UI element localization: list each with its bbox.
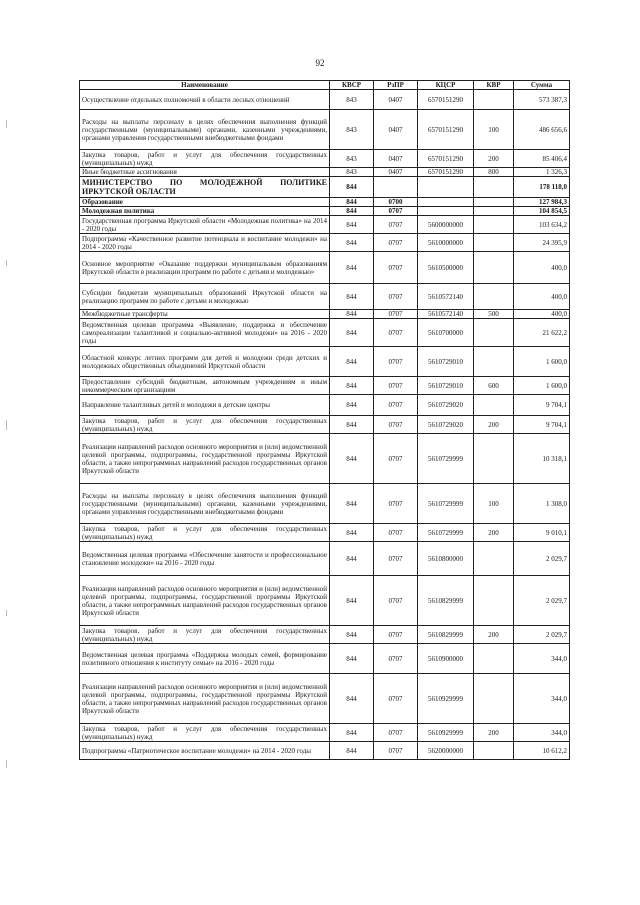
cell-kvr: [474, 284, 514, 310]
cell-rzpr: [374, 177, 418, 198]
cell-kcsr: 5610729010: [418, 377, 474, 395]
table-row: [80, 252, 570, 284]
cell-name: Закупка товаров, работ и услуг для обеспечения государственных (муниципальных) нужд: [80, 416, 330, 434]
cell-name: Межбюджетные трансферты: [80, 310, 330, 319]
cell-sum: 1 326,3: [514, 168, 570, 177]
table-row: [80, 434, 570, 484]
cell-sum: 400,0: [514, 284, 570, 310]
cell-sum: 10 612,2: [514, 742, 570, 760]
cell-kcsr: [418, 207, 474, 216]
cell-kvr: [474, 207, 514, 216]
cell-name: Ведомственная целевая программа «Выявление, поддержка и обеспечение самореализации талантливой и социально-активной молодежи» на 2016 - 2020 годы: [80, 319, 330, 347]
cell-kvr: 100: [474, 484, 514, 524]
table-row: [80, 724, 570, 742]
table-row: [80, 524, 570, 542]
cell-name: Подпрограмма «Качественное развитие потенциала и воспитание молодежи» на 2014 - 2020 годы: [80, 234, 330, 252]
cell-kvsr: 844: [330, 207, 374, 216]
table-row: [80, 234, 570, 252]
table-row: [80, 742, 570, 760]
cell-kvr: [474, 576, 514, 626]
cell-kvr: [474, 542, 514, 576]
cell-rzpr: 0707: [374, 377, 418, 395]
cell-sum: 1 600,0: [514, 377, 570, 395]
cell-sum: 486 656,6: [514, 110, 570, 150]
cell-rzpr: 0407: [374, 168, 418, 177]
cell-kcsr: [418, 177, 474, 198]
table-row: [80, 416, 570, 434]
cell-name: Образование: [80, 198, 330, 207]
cell-rzpr: 0707: [374, 284, 418, 310]
table-row: [80, 168, 570, 177]
cell-sum: 21 622,2: [514, 319, 570, 347]
cell-kcsr: [418, 198, 474, 207]
cell-kvsr: 844: [330, 674, 374, 724]
table-row: [80, 319, 570, 347]
cell-kvsr: 844: [330, 284, 374, 310]
cell-kvr: [474, 234, 514, 252]
cell-kvsr: 844: [330, 198, 374, 207]
cell-sum: 9 010,1: [514, 524, 570, 542]
cell-kvsr: 844: [330, 626, 374, 644]
cell-rzpr: 0707: [374, 484, 418, 524]
cell-name: Реализация направлений расходов основного мероприятия и (или) ведомственной целевой программы, подпрограммы, государственной программы Иркутской области, а также непрограммных направлений расходов государственных органов Иркутской области: [80, 674, 330, 724]
cell-name: Предоставление субсидий бюджетным, автономным учреждениям и иным некоммерческим организациям: [80, 377, 330, 395]
cell-kvsr: 844: [330, 252, 374, 284]
cell-name: Закупка товаров, работ и услуг для обеспечения государственных (муниципальных) нужд: [80, 150, 330, 168]
header-kvr: КВР: [474, 81, 514, 90]
header-rzpr: РзПР: [374, 81, 418, 90]
cell-rzpr: 0707: [374, 742, 418, 760]
cell-kvr: [474, 434, 514, 484]
cell-name: Основное мероприятие «Оказание поддержки муниципальным образованиям Иркутской области в реализации программ по работе с детьми и молодежью»: [80, 252, 330, 284]
table-row: [80, 284, 570, 310]
cell-kvsr: 843: [330, 150, 374, 168]
cell-rzpr: 0407: [374, 150, 418, 168]
budget-table: [79, 80, 570, 760]
cell-sum: 103 634,2: [514, 216, 570, 234]
cell-kvr: [474, 395, 514, 416]
cell-kvsr: 844: [330, 377, 374, 395]
cell-sum: 573 387,3: [514, 90, 570, 110]
cell-kcsr: 5610572140: [418, 310, 474, 319]
cell-name: Областной конкурс летних программ для детей и молодежи среди детских и молодежных общественных объединений Иркутской области: [80, 347, 330, 377]
cell-sum: 344,0: [514, 644, 570, 674]
cell-kvsr: 843: [330, 110, 374, 150]
cell-kvr: [474, 644, 514, 674]
cell-kcsr: 6570151290: [418, 150, 474, 168]
cell-kcsr: 5610929999: [418, 674, 474, 724]
cell-kcsr: 5610000000: [418, 234, 474, 252]
cell-kcsr: 5610729999: [418, 434, 474, 484]
cell-kvr: [474, 674, 514, 724]
cell-rzpr: 0707: [374, 416, 418, 434]
cell-sum: 344,0: [514, 724, 570, 742]
cell-rzpr: 0707: [374, 724, 418, 742]
cell-kvr: [474, 216, 514, 234]
table-row: [80, 150, 570, 168]
cell-sum: 400,0: [514, 310, 570, 319]
cell-kvsr: 844: [330, 724, 374, 742]
page-number: 92: [315, 58, 325, 68]
table-row: [80, 347, 570, 377]
table-row: [80, 110, 570, 150]
cell-rzpr: 0707: [374, 626, 418, 644]
cell-kvsr: 844: [330, 524, 374, 542]
cell-sum: 2 029,7: [514, 542, 570, 576]
cell-kvsr: 844: [330, 742, 374, 760]
cell-sum: 400,0: [514, 252, 570, 284]
cell-sum: 344,0: [514, 674, 570, 724]
cell-kcsr: 5610729999: [418, 484, 474, 524]
cell-kcsr: 5610729999: [418, 524, 474, 542]
cell-rzpr: 0707: [374, 207, 418, 216]
cell-kvr: 200: [474, 416, 514, 434]
cell-kvsr: 844: [330, 395, 374, 416]
cell-kvr: 500: [474, 310, 514, 319]
cell-sum: 2 029,7: [514, 626, 570, 644]
table-body: [80, 90, 570, 760]
table-row: [80, 674, 570, 724]
cell-kvsr: 844: [330, 319, 374, 347]
cell-rzpr: 0707: [374, 542, 418, 576]
cell-kvsr: 844: [330, 644, 374, 674]
cell-kcsr: 5610729020: [418, 416, 474, 434]
cell-kvsr: 843: [330, 90, 374, 110]
cell-kvr: [474, 177, 514, 198]
cell-rzpr: 0700: [374, 198, 418, 207]
cell-name: Осуществление отдельных полномочий в области лесных отношений: [80, 90, 330, 110]
table-row: [80, 377, 570, 395]
cell-kcsr: 5610900000: [418, 644, 474, 674]
cell-name: Ведомственная целевая программа «Поддержка молодых семей, формирование позитивного отношения к институту семьи» на 2016 - 2020 годы: [80, 644, 330, 674]
cell-sum: 9 704,1: [514, 416, 570, 434]
cell-kvsr: 844: [330, 484, 374, 524]
cell-kvr: 800: [474, 168, 514, 177]
cell-name: Реализация направлений расходов основного мероприятия и (или) ведомственной целевой программы, подпрограммы, государственной программы Иркутской области, а также непрограммных направлений расходов государственных органов Иркутской области: [80, 576, 330, 626]
cell-sum: 2 029,7: [514, 576, 570, 626]
cell-rzpr: 0707: [374, 234, 418, 252]
table-row: [80, 90, 570, 110]
cell-name: Ведомственная целевая программа «Обеспечение занятости и профессиональное становление молодежи» на 2016 - 2020 годы: [80, 542, 330, 576]
cell-kvr: 200: [474, 150, 514, 168]
cell-name: Государственная программа Иркутской области «Молодежная политика» на 2014 - 2020 годы: [80, 216, 330, 234]
cell-kvr: 200: [474, 524, 514, 542]
table-row: [80, 644, 570, 674]
cell-kcsr: 5610829999: [418, 576, 474, 626]
cell-kvr: [474, 319, 514, 347]
cell-kvsr: 843: [330, 168, 374, 177]
cell-kvsr: 844: [330, 234, 374, 252]
cell-kcsr: 6570151290: [418, 110, 474, 150]
table-row: [80, 310, 570, 319]
cell-kvr: [474, 252, 514, 284]
cell-kcsr: 5610929999: [418, 724, 474, 742]
cell-sum: 24 395,9: [514, 234, 570, 252]
cell-kvsr: 844: [330, 542, 374, 576]
cell-kvr: 200: [474, 626, 514, 644]
cell-kcsr: 5610729010: [418, 347, 474, 377]
cell-rzpr: 0407: [374, 90, 418, 110]
cell-name: Иные бюджетные ассигнования: [80, 168, 330, 177]
cell-kvsr: 844: [330, 216, 374, 234]
cell-rzpr: 0707: [374, 216, 418, 234]
cell-name: Субсидии бюджетам муниципальных образований Иркутской области на реализацию программ по работе с детьми и молодежью: [80, 284, 330, 310]
cell-kvr: 600: [474, 377, 514, 395]
cell-name: Реализация направлений расходов основного мероприятия и (или) ведомственной целевой программы, подпрограммы, государственной программы Иркутской области, а также непрограммных направлений расходов государственных органов Иркутской области: [80, 434, 330, 484]
cell-name: Расходы на выплаты персоналу в целях обеспечения выполнения функций государственными (муниципальными) органами, казенными учреждениями, органами управления государственными внебюджетными фондами: [80, 110, 330, 150]
cell-kvsr: 844: [330, 310, 374, 319]
cell-name: Расходы на выплаты персоналу в целях обеспечения выполнения функций государственными (муниципальными) органами, казенными учреждениями, органами управления государственными внебюджетными фондами: [80, 484, 330, 524]
cell-kcsr: 6570151290: [418, 90, 474, 110]
table-row: [80, 207, 570, 216]
cell-kcsr: 5600000000: [418, 216, 474, 234]
cell-kvsr: 844: [330, 576, 374, 626]
cell-name: МИНИСТЕРСТВО ПО МОЛОДЕЖНОЙ ПОЛИТИКЕ ИРКУТСКОЙ ОБЛАСТИ: [80, 177, 330, 198]
header-kvsr: КВСР: [330, 81, 374, 90]
cell-rzpr: 0707: [374, 434, 418, 484]
table-row: [80, 484, 570, 524]
cell-name: Закупка товаров, работ и услуг для обеспечения государственных (муниципальных) нужд: [80, 524, 330, 542]
cell-name: Направление талантливых детей и молодежи в детские центры: [80, 395, 330, 416]
cell-sum: 9 704,1: [514, 395, 570, 416]
table-row: [80, 177, 570, 198]
cell-kcsr: 6570151290: [418, 168, 474, 177]
cell-rzpr: 0407: [374, 110, 418, 150]
scan-margin-marks: [4, 0, 10, 905]
cell-rzpr: 0707: [374, 310, 418, 319]
cell-kcsr: 5610500000: [418, 252, 474, 284]
cell-kvr: 200: [474, 724, 514, 742]
cell-rzpr: 0707: [374, 395, 418, 416]
header-sum: Сумма: [514, 81, 570, 90]
table-row: [80, 542, 570, 576]
cell-kvr: [474, 90, 514, 110]
cell-name: Подпрограмма «Патриотическое воспитание молодежи» на 2014 - 2020 годы: [80, 742, 330, 760]
cell-kcsr: 5610829999: [418, 626, 474, 644]
cell-kvsr: 844: [330, 347, 374, 377]
cell-kvsr: 844: [330, 177, 374, 198]
cell-name: Молодежная политика: [80, 207, 330, 216]
table-row: [80, 198, 570, 207]
cell-kcsr: 5610572140: [418, 284, 474, 310]
cell-rzpr: 0707: [374, 252, 418, 284]
cell-sum: 10 318,1: [514, 434, 570, 484]
cell-kvr: [474, 742, 514, 760]
cell-kvsr: 844: [330, 434, 374, 484]
cell-rzpr: 0707: [374, 644, 418, 674]
cell-rzpr: 0707: [374, 674, 418, 724]
cell-sum: 1 600,0: [514, 347, 570, 377]
cell-rzpr: 0707: [374, 347, 418, 377]
cell-sum: 104 854,5: [514, 207, 570, 216]
cell-kcsr: 5610700000: [418, 319, 474, 347]
cell-kvsr: 844: [330, 416, 374, 434]
cell-rzpr: 0707: [374, 319, 418, 347]
table-header-row: [80, 81, 570, 90]
table-row: [80, 576, 570, 626]
cell-rzpr: 0707: [374, 576, 418, 626]
cell-kvr: [474, 347, 514, 377]
table-row: [80, 216, 570, 234]
cell-sum: 127 984,3: [514, 198, 570, 207]
cell-kvr: [474, 198, 514, 207]
cell-rzpr: 0707: [374, 524, 418, 542]
table-row: [80, 626, 570, 644]
cell-kcsr: 5610729020: [418, 395, 474, 416]
cell-name: Закупка товаров, работ и услуг для обеспечения государственных (муниципальных) нужд: [80, 626, 330, 644]
cell-kcsr: 5620000000: [418, 742, 474, 760]
cell-sum: 85 406,4: [514, 150, 570, 168]
table-row: [80, 395, 570, 416]
header-kcsr: КЦСР: [418, 81, 474, 90]
cell-kvr: 100: [474, 110, 514, 150]
header-name: Наименование: [80, 81, 330, 90]
cell-sum: 1 308,0: [514, 484, 570, 524]
cell-kcsr: 5610800000: [418, 542, 474, 576]
cell-name: Закупка товаров, работ и услуг для обеспечения государственных (муниципальных) нужд: [80, 724, 330, 742]
cell-sum: 178 118,0: [514, 177, 570, 198]
